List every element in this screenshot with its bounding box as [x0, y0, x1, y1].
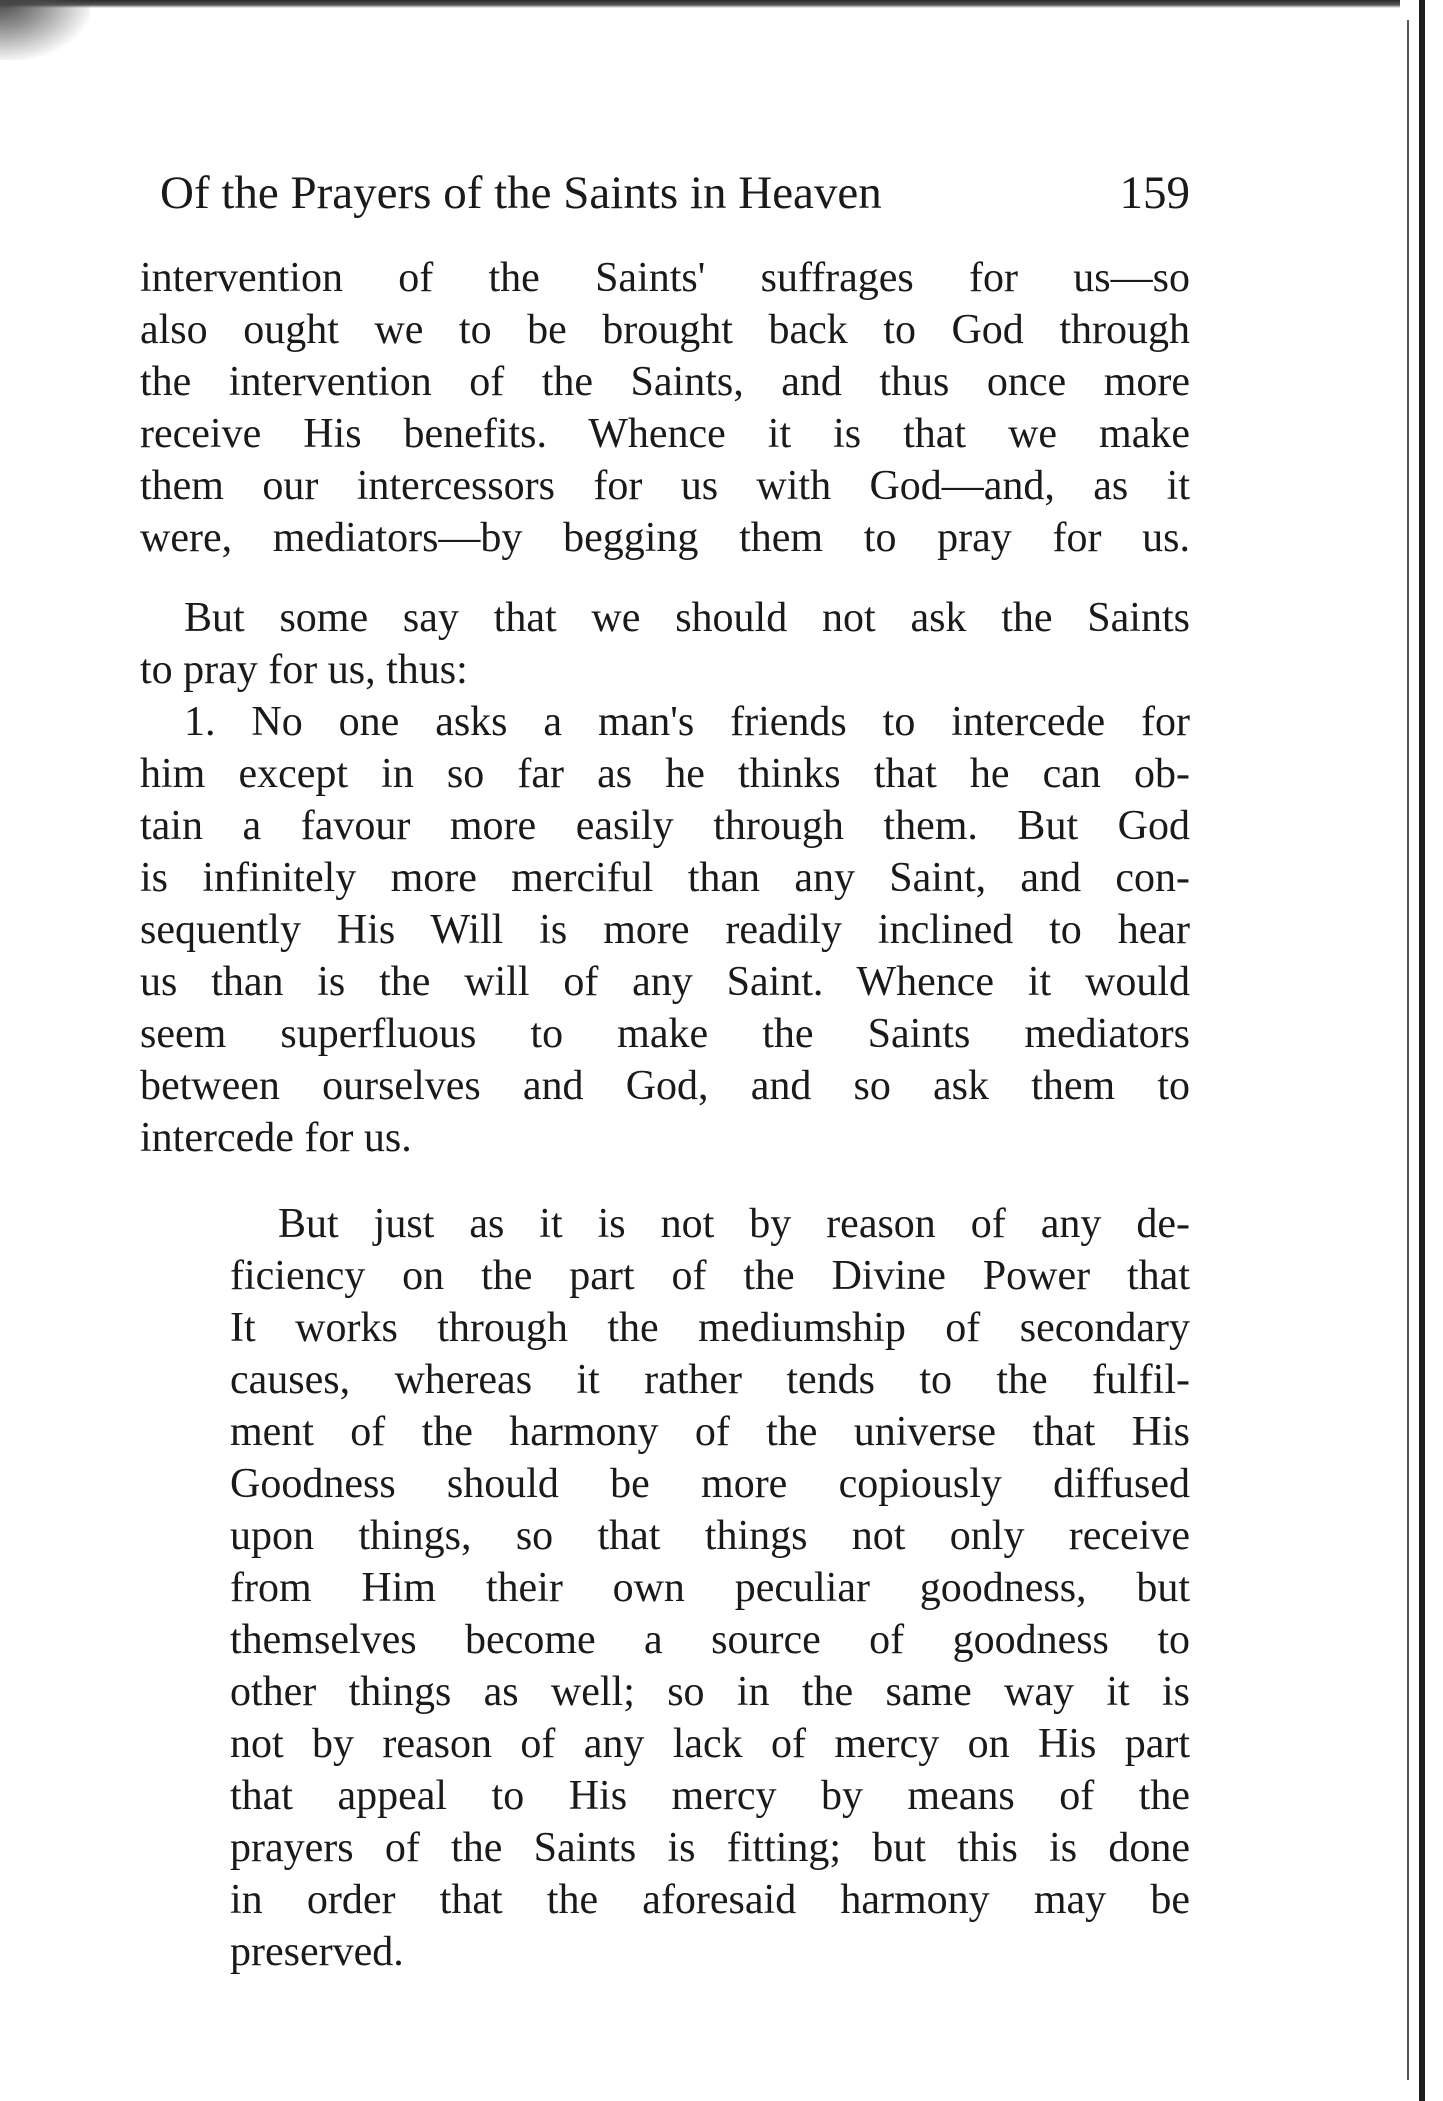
running-title: Of the Prayers of the Saints in Heaven [160, 167, 882, 219]
paragraph-1 [140, 252, 1190, 564]
text-line: receive His benefits. Whence it is that we make [140, 411, 1190, 457]
text-line: is infinitely more merciful than any Saint, and con- [140, 855, 1190, 901]
text-line: between ourselves and God, and so ask them to [140, 1063, 1190, 1109]
text-line: intercede for us. [140, 1115, 412, 1161]
paragraph-2 [140, 592, 1190, 696]
text-line: from Him their own peculiar goodness, but [230, 1565, 1190, 1611]
text-line: seem superfluous to make the Saints mediators [140, 1011, 1190, 1057]
text-line: us than is the will of any Saint. Whence it would [140, 959, 1190, 1005]
text-line: causes, whereas it rather tends to the fulfil- [230, 1357, 1190, 1403]
text-line: him except in so far as he thinks that he can ob- [140, 751, 1190, 797]
text-line: also ought we to be brought back to God through [140, 307, 1190, 353]
text-line: But some say that we should not ask the Saints [184, 595, 1190, 641]
text-line: 1. No one asks a man's friends to intercede for [184, 699, 1190, 745]
text-line: intervention of the Saints' suffrages for us—so [140, 255, 1190, 301]
page-top-edge [0, 0, 1400, 8]
text-line: in order that the aforesaid harmony may be [230, 1877, 1190, 1923]
text-line: sequently His Will is more readily inclined to hear [140, 907, 1190, 953]
text-line: upon things, so that things not only receive [230, 1513, 1190, 1559]
text-line: were, mediators—by begging them to pray for us. [140, 515, 1190, 561]
running-header [160, 158, 1190, 228]
page-right-edge-inner [1407, 20, 1409, 2080]
text-line: the intervention of the Saints, and thus once more [140, 359, 1190, 405]
page-number: 159 [1119, 167, 1190, 219]
page-right-edge [1419, 0, 1425, 2101]
scan-corner-smudge [0, 0, 90, 60]
text-line: to pray for us, thus: [140, 647, 468, 693]
text-line: Goodness should be more copiously diffused [230, 1461, 1190, 1507]
text-line: ficiency on the part of the Divine Power that [230, 1253, 1190, 1299]
text-line: prayers of the Saints is fitting; but this is done [230, 1825, 1190, 1871]
text-line: ment of the harmony of the universe that His [230, 1409, 1190, 1455]
text-line: themselves become a source of goodness to [230, 1617, 1190, 1663]
text-line: not by reason of any lack of mercy on His part [230, 1721, 1190, 1767]
text-line: other things as well; so in the same way it is [230, 1669, 1190, 1715]
text-line: tain a favour more easily through them. But God [140, 803, 1190, 849]
text-line: them our intercessors for us with God—and, as it [140, 463, 1190, 509]
text-line: preserved. [230, 1929, 404, 1975]
text-line: But just as it is not by reason of any de- [278, 1201, 1190, 1247]
paragraph-3 [140, 696, 1190, 1164]
text-line: that appeal to His mercy by means of the [230, 1773, 1190, 1819]
text-line: It works through the mediumship of secondary [230, 1305, 1190, 1351]
paragraph-4 [230, 1198, 1190, 1978]
